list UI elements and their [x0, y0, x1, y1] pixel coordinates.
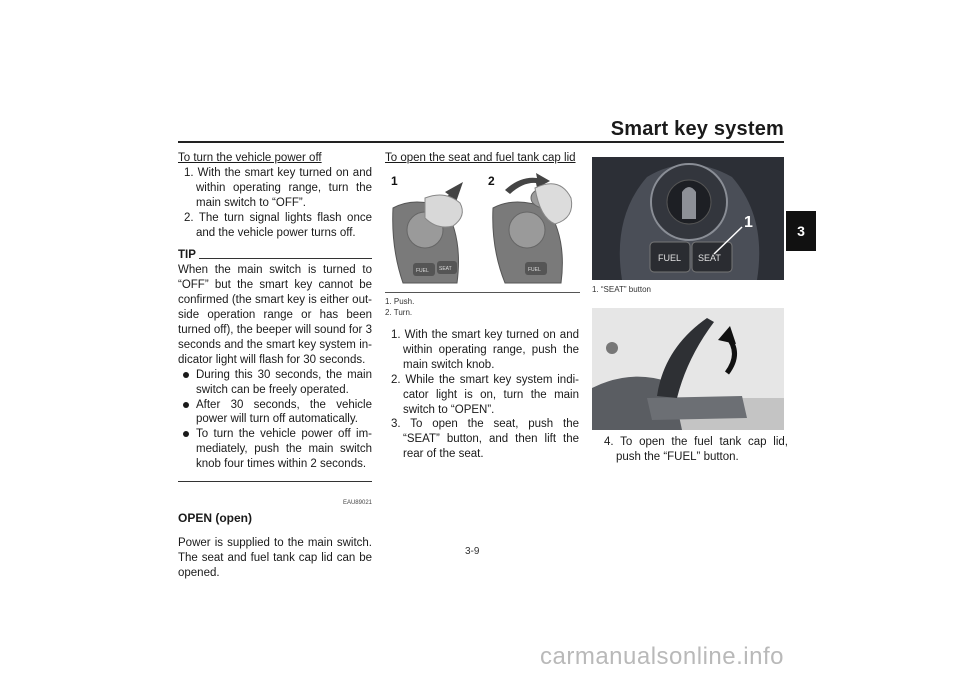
left-column [178, 151, 372, 581]
page-title: Smart key system [610, 118, 784, 140]
power-off-step-2: 2. The turn signal lights flash once and the vehicle power turns off. [184, 211, 372, 239]
tip-bullet: After 30 seconds, the vehicle power will turn off automatically. [178, 398, 372, 428]
photo-callout: 1 [744, 214, 753, 231]
tip-end-rule [178, 481, 372, 482]
knob-captions [385, 296, 414, 318]
open-seat-heading: To open the seat and fuel tank cap lid [385, 152, 576, 164]
power-off-heading: To turn the vehicle power off [178, 152, 322, 164]
tip-label: TIP [178, 249, 196, 262]
header-rule [178, 141, 784, 143]
power-off-step-1: 1. With the smart key turned on and within operating range, turn the main switch to “OFF”. [184, 166, 372, 209]
tip-rule [199, 258, 372, 259]
tip-bullet: To turn the vehicle power off im-mediately, push the main switch knob four times within 2 seconds. [178, 427, 372, 472]
open-step-3: 3. To open the seat, push the “SEAT” button, and then lift the rear of the seat. [391, 418, 579, 461]
open-section-title: OPEN (open) [178, 510, 252, 525]
section-code: EAU89021 [342, 500, 372, 507]
seat-button-photo [592, 157, 784, 280]
knob-seat-text: SEAT [439, 266, 452, 272]
tip-text: When the main switch is turned to “OFF” but the smart key cannot be confirmed (the smart key is either out-side operation range or has been turned off), the beeper will sound for 3 seconds and the smart key system in-dicator light will flash for 30 seconds. [178, 264, 372, 366]
middle-steps [385, 328, 579, 462]
chapter-tab[interactable]: 3 [786, 211, 816, 251]
caption-turn: 2. Turn. [385, 308, 413, 317]
knob-left [393, 195, 463, 283]
seat-open-photo [592, 308, 784, 430]
open-step-1: 1. With the smart key turned on and within operating range, push the main switch knob. [391, 329, 579, 371]
knob-fuel-text-2: FUEL [528, 267, 541, 273]
fig-label-2: 2 [488, 174, 495, 188]
right-steps [598, 435, 788, 465]
tip-bullet: During this 30 seconds, the main switch can be freely operated. [178, 368, 372, 398]
fig-label-1: 1 [391, 174, 398, 188]
bullet-icon [183, 402, 189, 408]
photo-seat-text: SEAT [698, 253, 721, 263]
knob-fuel-text: FUEL [416, 268, 429, 274]
open-section-text: Power is supplied to the main switch. The seat and fuel tank cap lid can be opened. [178, 536, 372, 579]
switch-knob-icon [682, 187, 696, 219]
bullet-icon [183, 431, 189, 437]
tip-header [178, 248, 372, 263]
bullet-icon [183, 372, 189, 378]
open-step-4: 4. To open the fuel tank cap lid, push the “FUEL” button. [604, 436, 788, 463]
caption-push: 1. Push. [385, 297, 415, 306]
knob-illustration [385, 168, 580, 293]
page-number: 3-9 [465, 546, 480, 557]
watermark[interactable]: carmanualsonline.info [540, 643, 784, 670]
photo-fuel-text: FUEL [658, 253, 682, 263]
seat-caption: 1. “SEAT” button [592, 285, 651, 294]
open-step-2: 2. While the smart key system indi-cator light is on, turn the main switch to “OPEN”. [391, 373, 579, 416]
figure-rule [385, 292, 580, 293]
middle-column [385, 151, 579, 166]
knob-right [493, 184, 572, 283]
